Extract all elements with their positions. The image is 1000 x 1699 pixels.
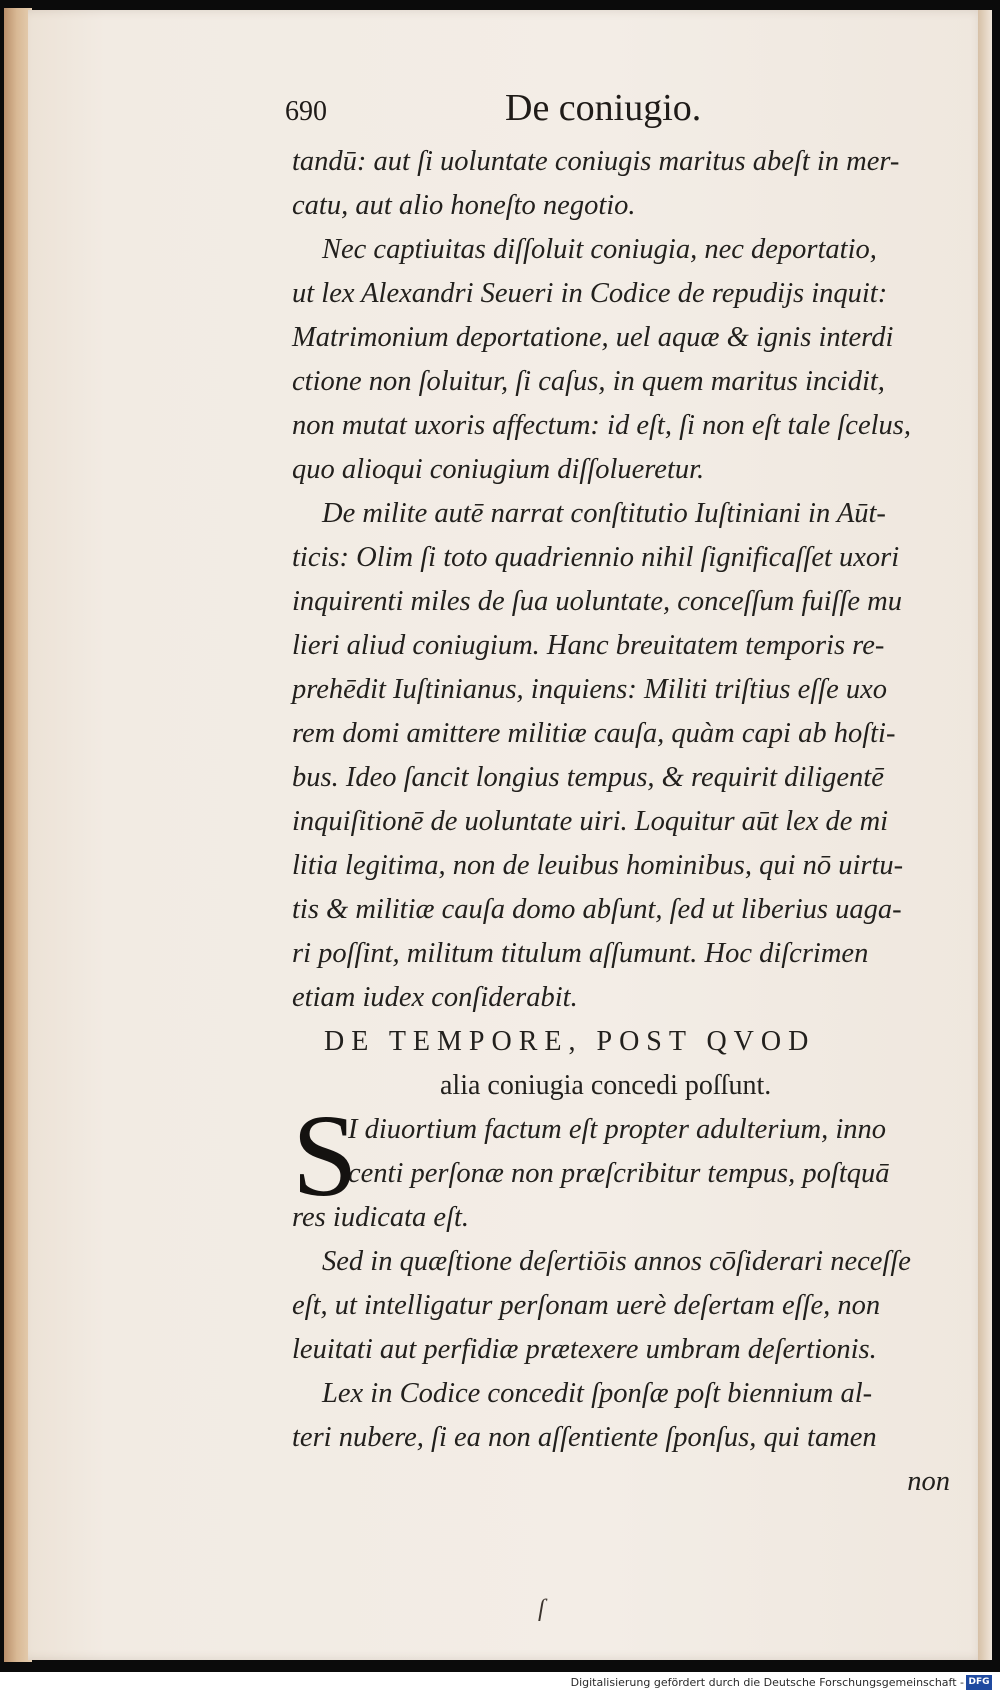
text-line: inquiſitionē de uoluntate uiri. Loquitur aūt lex de mi (292, 806, 889, 837)
text-line: lieri aliud coniugium. Hanc breuitatem temporis re- (292, 630, 885, 661)
text-line: eſt, ut intelligatur perſonam uerè deſertam eſſe, non (292, 1290, 881, 1321)
running-head: De coniugio. (505, 87, 702, 129)
text-line: inquirenti miles de ſua uoluntate, conceſſum fuiſſe mu (292, 586, 903, 617)
page-header (285, 86, 785, 146)
text-line: rem domi amittere militiæ cauſa, quàm capi ab hoſti- (292, 718, 896, 749)
text-line: tis & militiæ cauſa domo abſunt, ſed ut liberius uaga- (292, 894, 902, 925)
text-line: ri poſſint, militum titulum aſſumunt. Hoc diſcrimen (292, 938, 869, 969)
text-line: prehēdit Iuſtinianus, inquiens: Militi triſtius eſſe uxo (292, 674, 888, 705)
text-line: Nec captiuitas diſſoluit coniugia, nec deportatio, (322, 234, 877, 265)
dfg-logo: DFG (966, 1675, 992, 1690)
text-line: etiam iudex conſiderabit. (292, 982, 578, 1013)
text-line: De milite autē narrat conſtitutio Iuſtiniani in Aūt- (322, 498, 886, 529)
text-line: teri nubere, ſi ea non aſſentiente ſponſus, qui tamen (292, 1422, 877, 1453)
text-line: litia legitima, non de leuibus hominibus, qui nō uirtu- (292, 850, 904, 881)
stray-mark: ſ (538, 1596, 545, 1622)
text-line: Matrimonium deportatione, uel aquæ & ignis interdi (292, 322, 894, 353)
text-block (292, 140, 972, 1504)
text-line: non mutat uxoris affectum: id eſt, ſi non eſt tale ſcelus, (292, 410, 911, 441)
text-line: quo alioqui coniugium diſſolueretur. (292, 454, 705, 485)
drop-cap-paragraph (292, 1090, 972, 1240)
section-heading: DE TEMPORE, POST QVOD (324, 1026, 816, 1057)
text-line: catu, aut alio honeſto negotio. (292, 190, 636, 221)
text-line: leuitati aut perfidiæ prætexere umbram deſertionis. (292, 1334, 877, 1365)
page-number: 690 (285, 96, 327, 127)
text-line: tandū: aut ſi uoluntate coniugis maritus abeſt in mer- (292, 146, 900, 177)
text-line: ut lex Alexandri Seueri in Codice de repudijs inquit: (292, 278, 888, 309)
catchword: non (907, 1466, 950, 1497)
page-edge-right (978, 10, 992, 1660)
drop-cap-initial: S (292, 1090, 358, 1221)
text-line: Lex in Codice concedit ſponſæ poſt biennium al- (322, 1378, 873, 1409)
text-line: Sed in quæſtione deſertiōis annos cōſiderari neceſſe (322, 1246, 911, 1277)
text-line: ctione non ſoluitur, ſi caſus, in quem maritus incidit, (292, 366, 885, 397)
text-line: centi perſonæ non præſcribitur tempus, poſtquā (348, 1158, 890, 1189)
footer-credit: Digitalisierung gefördert durch die Deutsche Forschungsgemeinschaft - (570, 1676, 964, 1689)
text-line: bus. Ideo ſancit longius tempus, & requirit diligentē (292, 762, 884, 793)
text-line: I diuortium factum eſt propter adulterium, inno (348, 1114, 887, 1145)
text-line: ticis: Olim ſi toto quadriennio nihil ſignificaſſet uxori (292, 542, 900, 573)
section-subheading: alia coniugia concedi poſſunt. (440, 1070, 772, 1101)
text-line: res iudicata eſt. (292, 1202, 470, 1233)
